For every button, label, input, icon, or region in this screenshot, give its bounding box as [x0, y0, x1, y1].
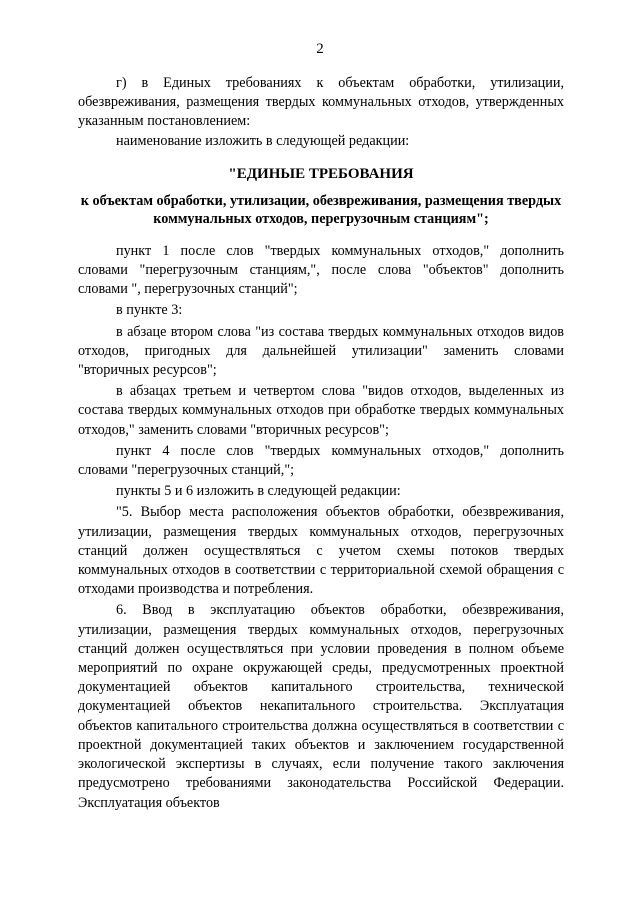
heading-subtitle: к объектам обработки, утилизации, обезвреживания, размещения твердых коммунальных отходов, перегрузочным станциям"; [80, 192, 562, 227]
paragraph-name-change: наименование изложить в следующей редакции: [116, 132, 410, 149]
paragraph-point-3-second: в абзаце втором слова "из состава твердых коммунальных отходов видов отходов, пригодных для дальнейшей утилизации" заменить словами "вторичных ресурсов"; [78, 323, 564, 379]
paragraph-point-1: пункт 1 после слов "твердых коммунальных отходов," дополнить словами "перегрузочным станциям,", после слова "объектов" дополнить словами ", перегрузочных станций"; [78, 242, 564, 298]
paragraph-new-point-6: 6. Ввод в эксплуатацию объектов обработки, обезвреживания, утилизации, размещения твердых коммунальных отходов, перегрузочных станций должен осуществляться при условии проведения в полном объеме мероприятий по охране окружающей среды, предусмотренных проектной документацией объектов капитального строительства, технической документацией объектов некапитального строительства. Эксплуатация объектов капитального строительства должна осуществляться в соответствии с проектной документацией таких объектов и заключением государственной экологической экспертизы в случаях, если получение такого заключения предусмотрено требованиями законодательства Российской Федерации. Эксплуатация объектов [78, 602, 564, 811]
document-body [78, 74, 564, 813]
paragraph-points-5-6: пункты 5 и 6 изложить в следующей редакции: [116, 483, 401, 500]
paragraph-point-3: в пункте 3: [116, 302, 183, 319]
paragraph-point-4: пункт 4 после слов "твердых коммунальных отходов," дополнить словами "перегрузочных станций,"; [78, 442, 564, 479]
heading-title: "ЕДИНЫЕ ТРЕБОВАНИЯ [228, 165, 414, 182]
paragraph-point-3-third-fourth: в абзацах третьем и четвертом слова "видов отходов, выделенных из состава твердых коммунальных отходов при обработке твердых коммунальных отходов," заменить словами "вторичных ресурсов"; [78, 383, 564, 438]
paragraph-item-g: г) в Единых требованиях к объектам обработки, утилизации, обезвреживания, размещения твердых коммунальных отходов, утвержденных указанным постановлением: [78, 75, 564, 130]
paragraph-new-point-5: "5. Выбор места расположения объектов обработки, обезвреживания, утилизации, размещения твердых коммунальных отходов, перегрузочных станций должен осуществляться с учетом схемы потоков твердых коммунальных отходов в соответствии с территориальной схемой обращения с отходами производства и потребления. [78, 504, 564, 598]
page-number: 2 [316, 41, 324, 57]
